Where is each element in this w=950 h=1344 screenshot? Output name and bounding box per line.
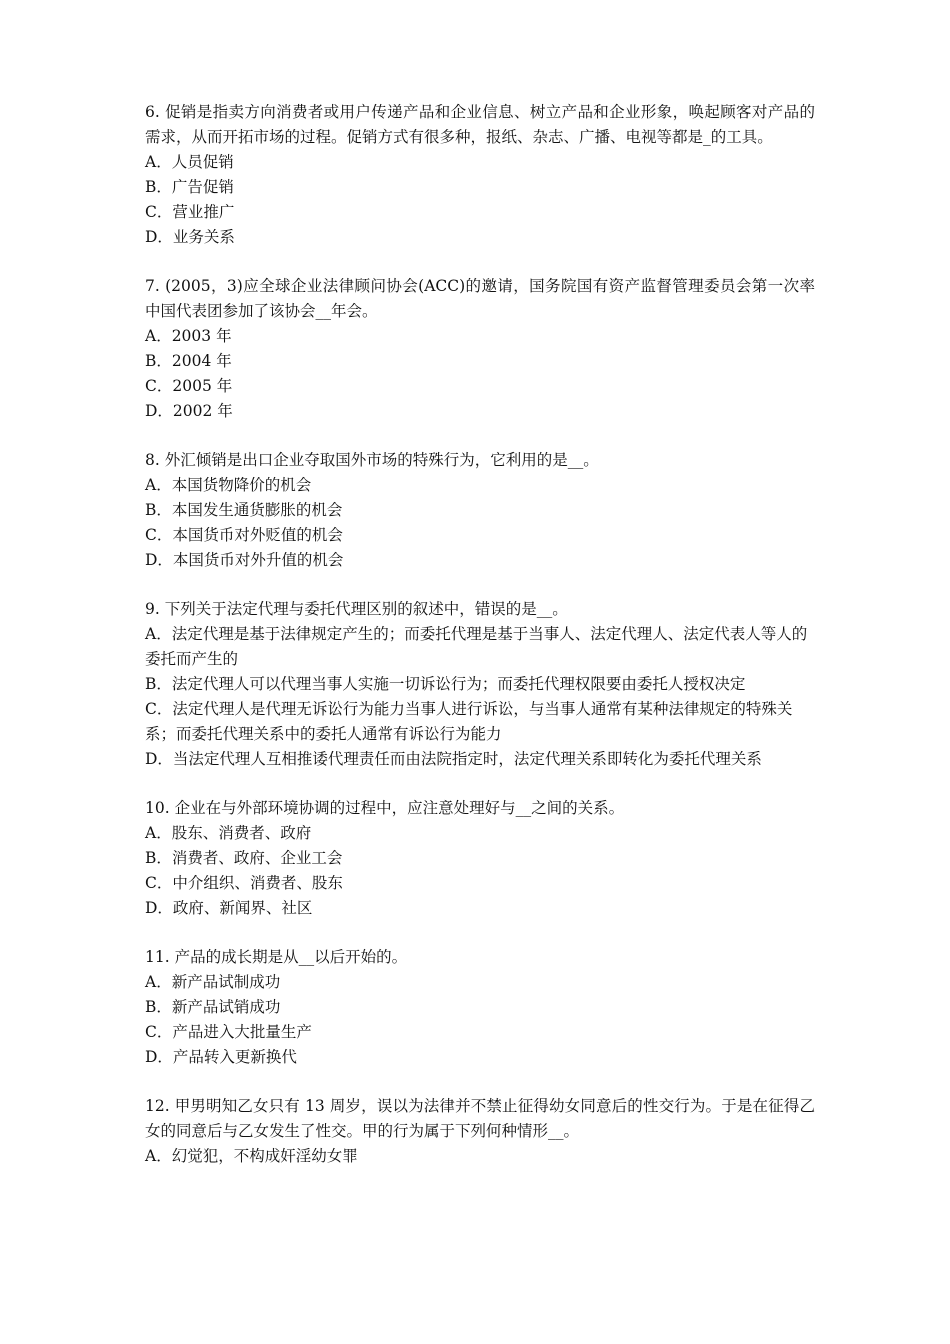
question-stem: 10. 企业在与外部环境协调的过程中，应注意处理好与__之间的关系。 bbox=[145, 799, 625, 817]
option-b: B．2004 年 bbox=[145, 352, 232, 370]
option-d: D．当法定代理人互相推诿代理责任而由法院指定时，法定代理关系即转化为委托代理关系 bbox=[145, 750, 762, 768]
question-10 bbox=[145, 796, 815, 921]
option-c: C．本国货币对外贬值的机会 bbox=[145, 526, 343, 544]
question-stem: 7. (2005，3)应全球企业法律顾问协会(ACC)的邀请，国务院国有资产监督管理委员会第一次率中国代表团参加了该协会__年会。 bbox=[145, 277, 815, 320]
option-a: A．股东、消费者、政府 bbox=[145, 824, 312, 842]
question-7 bbox=[145, 274, 815, 424]
option-a: A．新产品试制成功 bbox=[145, 973, 281, 991]
question-stem: 9. 下列关于法定代理与委托代理区别的叙述中，错误的是__。 bbox=[145, 600, 568, 618]
document-page bbox=[145, 100, 815, 1193]
option-b: B．消费者、政府、企业工会 bbox=[145, 849, 343, 867]
option-a: A．幻觉犯，不构成奸淫幼女罪 bbox=[145, 1147, 358, 1165]
option-b: B．广告促销 bbox=[145, 178, 234, 196]
option-c: C．2005 年 bbox=[145, 377, 233, 395]
option-a: A．2003 年 bbox=[145, 327, 232, 345]
question-9 bbox=[145, 597, 815, 772]
option-b: B．新产品试销成功 bbox=[145, 998, 281, 1016]
option-d: D．业务关系 bbox=[145, 228, 235, 246]
option-d: D．产品转入更新换代 bbox=[145, 1048, 297, 1066]
option-c: C．法定代理人是代理无诉讼行为能力当事人进行诉讼，与当事人通常有某种法律规定的特殊关系；而委托代理关系中的委托人通常有诉讼行为能力 bbox=[145, 700, 793, 743]
question-stem: 11. 产品的成长期是从__以后开始的。 bbox=[145, 948, 408, 966]
option-c: C．营业推广 bbox=[145, 203, 235, 221]
option-b: B．本国发生通货膨胀的机会 bbox=[145, 501, 343, 519]
question-6 bbox=[145, 100, 815, 250]
option-c: C．中介组织、消费者、股东 bbox=[145, 874, 343, 892]
option-d: D．本国货币对外升值的机会 bbox=[145, 551, 344, 569]
option-a: A．人员促销 bbox=[145, 153, 234, 171]
question-stem: 12. 甲男明知乙女只有 13 周岁，误以为法律并不禁止征得幼女同意后的性交行为。于是在征得乙女的同意后与乙女发生了性交。甲的行为属于下列何种情形__。 bbox=[145, 1097, 815, 1140]
option-d: D．2002 年 bbox=[145, 402, 233, 420]
question-stem: 8. 外汇倾销是出口企业夺取国外市场的特殊行为，它利用的是__。 bbox=[145, 451, 599, 469]
question-8 bbox=[145, 448, 815, 573]
option-a: A．本国货物降价的机会 bbox=[145, 476, 312, 494]
option-a: A．法定代理是基于法律规定产生的；而委托代理是基于当事人、法定代理人、法定代表人等人的委托而产生的 bbox=[145, 625, 808, 668]
option-c: C．产品进入大批量生产 bbox=[145, 1023, 312, 1041]
question-11 bbox=[145, 945, 815, 1070]
option-d: D．政府、新闻界、社区 bbox=[145, 899, 313, 917]
option-b: B．法定代理人可以代理当事人实施一切诉讼行为；而委托代理权限要由委托人授权决定 bbox=[145, 675, 746, 693]
question-12 bbox=[145, 1094, 815, 1169]
question-stem: 6. 促销是指卖方向消费者或用户传递产品和企业信息、树立产品和企业形象，唤起顾客对产品的需求，从而开拓市场的过程。促销方式有很多种，报纸、杂志、广播、电视等都是_的工具。 bbox=[145, 103, 815, 146]
